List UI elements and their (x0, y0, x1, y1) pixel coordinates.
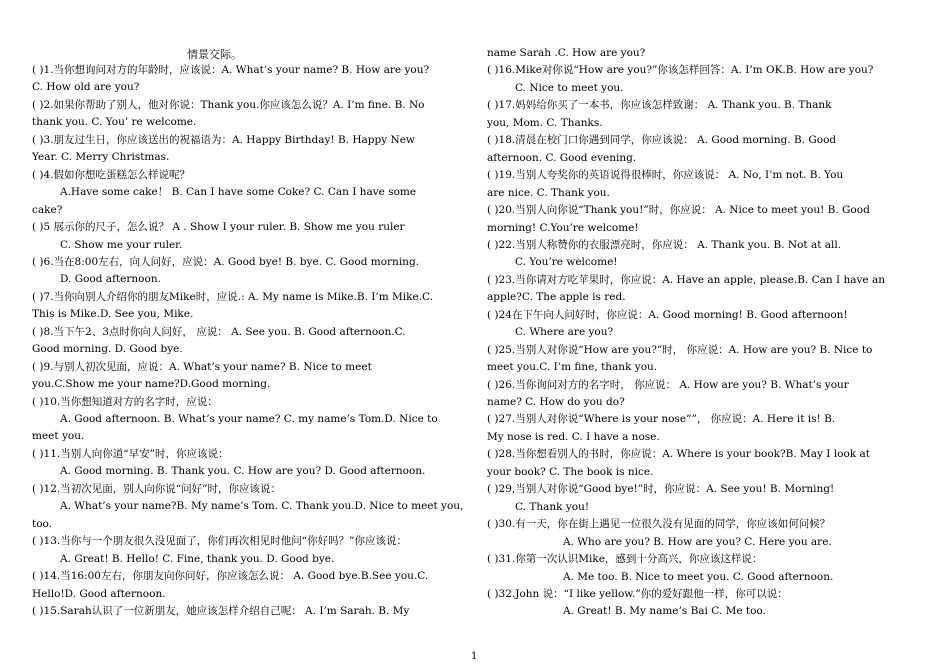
text-line: ( )19.当别人夸奖你的英语说得很棒时，你应该说： A. No, I’m not. B. You (487, 169, 844, 182)
text-line: ( )12.当初次见面，别人向你说“问好”时，你应该说： (32, 482, 281, 495)
section-title: 情景交际。 (187, 48, 242, 61)
text-line: Year. C. Merry Christmas. (32, 151, 170, 164)
text-line: cake? (32, 203, 63, 216)
text-line: name? C. How do you do? (487, 396, 625, 408)
text-line: meet you. (32, 430, 85, 443)
text-line: ( )1.当你想询问对方的年龄时，应该说：A. What’s your name? B. How are you? (32, 64, 430, 76)
text-line: My nose is red. C. I have a nose. (487, 430, 660, 443)
text-line: A. What’s your name?B. My name’s Tom. C. Thank you.D. Nice to meet you, (60, 500, 464, 513)
text-line: ( )28.当你想看别人的书时，你应说：A. Where is your book?B. May I look at (487, 448, 870, 461)
text-line: ( )14.当16:00左右，你朋友向你问好，你应该怎么说： A. Good bye.B.See you.C. (32, 570, 429, 583)
text-line: ( )20.当别人向你说“Thank you!”时，你应说： A. Nice to meet you! B. Good (487, 204, 870, 217)
text-line: ( )27.当别人对你说“Where is your nose””， 你应说：A. Here it is! B. (487, 413, 836, 426)
text-line: too. (32, 517, 53, 530)
text-line: morning! C.You’re welcome! (487, 221, 639, 234)
text-line: thank you. C. You’ re welcome. (32, 116, 197, 129)
text-line: name Sarah .C. How are you? (487, 47, 646, 59)
text-line: Good morning. D. Good bye. (32, 343, 183, 356)
text-line: C. How old are you? (32, 81, 140, 94)
text-line: C. Thank you! (515, 500, 590, 513)
text-line: A. Me too. B. Nice to meet you. C. Good afternoon. (563, 570, 834, 583)
text-line: C. Show me your ruler. (60, 238, 183, 251)
text-line: you.C.Show me your name?D.Good morning. (32, 378, 271, 391)
text-line: ( )11.当别人向你道“早安”时，你应该说： (32, 447, 229, 460)
text-line: ( )22.当别人称赞你的衣服漂亮时，你应说： A. Thank you. B. Not at all. (487, 238, 842, 251)
text-line: ( )9.与别人初次见面，应说：A. What’s your name? B. Nice to meet (32, 360, 372, 373)
text-line: ( )25.当别人对你说“How are you?”时， 你应说：A. How are you? B. Nice to (487, 343, 873, 356)
text-line: A. Great! B. Hello! C. Fine, thank you. D. Good bye. (60, 552, 335, 565)
text-line: your book? C. The book is nice. (487, 465, 654, 478)
text-line: ( )5 展示你的尺子，怎么说？ A . Show I your ruler. B. Show me you ruler (32, 221, 405, 234)
text-line: apple?C. The apple is red. (487, 291, 626, 304)
text-line: ( )13.当你与一个朋友很久没见面了，你们再次相见时他问“你好吗？”你应该说： (32, 535, 407, 548)
text-line: meet you.C. I’m fine, thank you. (487, 361, 658, 374)
text-line: C. Where are you? (515, 326, 614, 339)
text-line: ( )29,当别人对你说“Good bye!”时，你应说：A. See you! B. Morning! (487, 483, 835, 496)
text-line: are nice. C. Thank you. (487, 186, 610, 199)
text-line: ( )7.当你向别人介绍你的朋友Mike时，应说.: A. My name is Mike.B. I’m Mike.C. (32, 290, 434, 303)
text-line: ( )8.当下午2、3点时你向人问好， 应说： A. See you. B. Good afternoon.C. (32, 325, 406, 338)
text-line: D. Good afternoon. (60, 273, 161, 286)
page-number: 1 (471, 651, 478, 662)
text-line: you, Mom. C. Thanks. (487, 116, 603, 129)
text-line: A.Have some cake！ B. Can I have some Coke? C. Can I have some (60, 186, 417, 199)
text-line: A. Good afternoon. B. What’s your name? C. my name’s Tom.D. Nice to (60, 413, 438, 425)
text-line: A. Who are you? B. How are you? C. Here you are. (563, 535, 832, 548)
text-line: ( )6.当在8:00左右，向人问好，应说：A. Good bye! B. bye. C. Good morning. (32, 255, 419, 268)
text-line: ( )31.你第一次认识Mike，感到十分高兴，你应该这样说： (487, 553, 763, 566)
text-line: ( )4.假如你想吃蛋糕怎么样说呢？ (32, 168, 191, 181)
text-line: ( )10.当你想知道对方的名字时，应说： (32, 395, 218, 408)
text-line: ( )17.妈妈给你买了一本书，你应该怎样致谢： A. Thank you. B. Thank (487, 99, 832, 112)
text-line: A. Great! B. My name’s Bai C. Me too. (563, 605, 766, 618)
text-line: ( )16.Mike对你说“How are you?”你该怎样回答：A. I’m OK.B. How are you? (487, 64, 874, 77)
text-line: C. You’re welcome! (515, 256, 618, 269)
text-line: ( )15.Sarah认识了一位新朋友，她应该怎样介绍自己呢： A. I’m Sarah. B. My (32, 604, 410, 617)
text-line: This is Mike.D. See you, Mike. (32, 308, 194, 321)
text-line: ( )18.清晨在校门口你遇到同学，你应该说： A. Good morning. B. Good (487, 134, 837, 147)
text-line: Hello!D. Good afternoon. (32, 587, 166, 600)
text-line: A. Good morning. B. Thank you. C. How are you? D. Good afternoon. (60, 465, 426, 478)
text-line: ( )2.如果你帮助了别人，他对你说：Thank you.你应该怎么说？A. I’m fine. B. No (32, 98, 425, 111)
text-line: ( )32.John 说：“I like yellow.”你的爱好跟他一样，你可以说： (487, 587, 788, 600)
text-line: ( )24在下午向人问好时，你应说：A. Good morning! B. Good afternoon! (487, 308, 848, 321)
text-line: ( )23.当你请对方吃苹果时，你应说：A. Have an apple, please.B. Can I have an (487, 273, 885, 286)
text-line: ( )26.当你询问对方的名字时， 你应说： A. How are you? B. What’s your (487, 378, 849, 391)
text-line: afternoon. C. Good evening. (487, 151, 637, 164)
text-line: ( )3.朋友过生日，你应该送出的祝福语为：A. Happy Birthday! B. Happy New (32, 133, 415, 146)
text-line: ( )30.有一天，你在街上遇见一位很久没有见面的同学，你应该如何问候？ (487, 518, 831, 531)
text-line: C. Nice to meet you. (515, 81, 624, 94)
